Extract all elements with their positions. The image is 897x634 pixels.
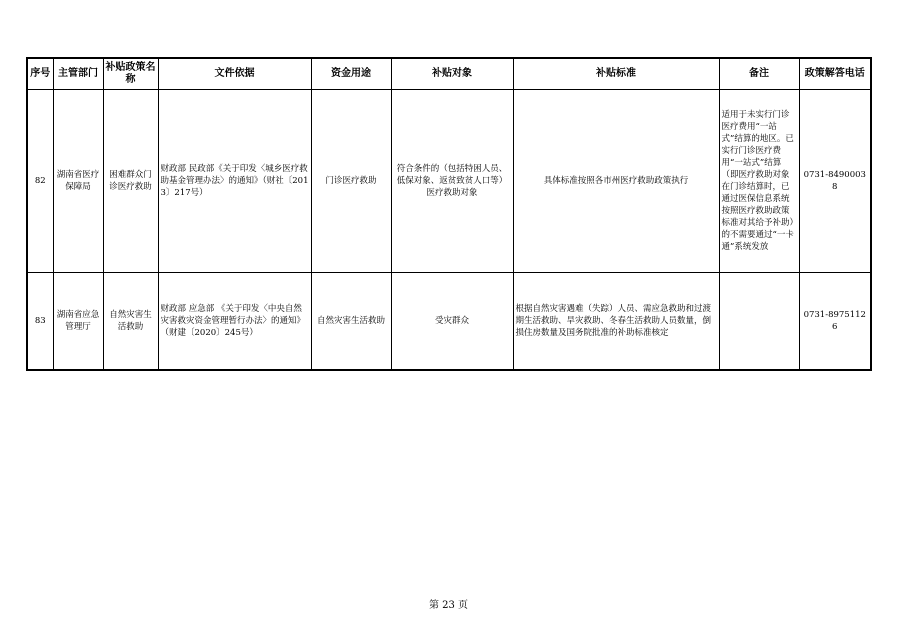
cell-target: 符合条件的（包括特困人员、低保对象、返贫致贫人口等）医疗救助对象 xyxy=(391,89,513,272)
header-standard: 补贴标准 xyxy=(513,58,719,89)
cell-phone: 0731-84900038 xyxy=(799,89,871,272)
cell-basis: 财政部 应急部 《关于印发〈中央自然灾害救灾资金管理暂行办法〉的通知》（财建〔2020〕245号） xyxy=(158,272,311,370)
cell-fund-use: 门诊医疗救助 xyxy=(311,89,391,272)
cell-dept: 湖南省医疗保障局 xyxy=(53,89,103,272)
cell-note: 适用于未实行门诊医疗费用“一站式”结算的地区。已实行门诊医疗费用“一站式”结算（即医疗救助对象在门诊结算时，已通过医保信息系统按照医疗救助政策标准对其给予补助）的不需要通过“一卡通”系统发放 xyxy=(719,89,799,272)
header-row xyxy=(27,58,871,89)
cell-no: 83 xyxy=(27,272,53,370)
table-row xyxy=(27,272,871,370)
cell-policy-name: 困难群众门诊医疗救助 xyxy=(103,89,158,272)
header-target: 补贴对象 xyxy=(391,58,513,89)
cell-policy-name: 自然灾害生活救助 xyxy=(103,272,158,370)
header-dept: 主管部门 xyxy=(53,58,103,89)
header-fund-use: 资金用途 xyxy=(311,58,391,89)
page-number: 第 23 页 xyxy=(428,600,469,611)
cell-basis: 财政部 民政部《关于印发〈城乡医疗救助基金管理办法〉的通知》（财社〔2013〕217号） xyxy=(158,89,311,272)
header-basis: 文件依据 xyxy=(158,58,311,89)
cell-dept: 湖南省应急管理厅 xyxy=(53,272,103,370)
table-row xyxy=(27,89,871,272)
cell-phone: 0731-89751126 xyxy=(799,272,871,370)
cell-note xyxy=(719,272,799,370)
cell-standard: 具体标准按照各市州医疗救助政策执行 xyxy=(513,89,719,272)
header-no: 序号 xyxy=(27,58,53,89)
subsidy-policy-table xyxy=(26,57,872,371)
cell-target: 受灾群众 xyxy=(391,272,513,370)
header-phone: 政策解答电话 xyxy=(799,58,871,89)
header-policy-name: 补贴政策名称 xyxy=(103,58,158,89)
cell-no: 82 xyxy=(27,89,53,272)
header-note: 备注 xyxy=(719,58,799,89)
cell-fund-use: 自然灾害生活救助 xyxy=(311,272,391,370)
cell-standard: 根据自然灾害遇难（失踪）人员、需应急救助和过渡期生活救助、旱灾救助、冬春生活救助人员数量，倒损住房数量及国务院批准的补助标准核定 xyxy=(513,272,719,370)
